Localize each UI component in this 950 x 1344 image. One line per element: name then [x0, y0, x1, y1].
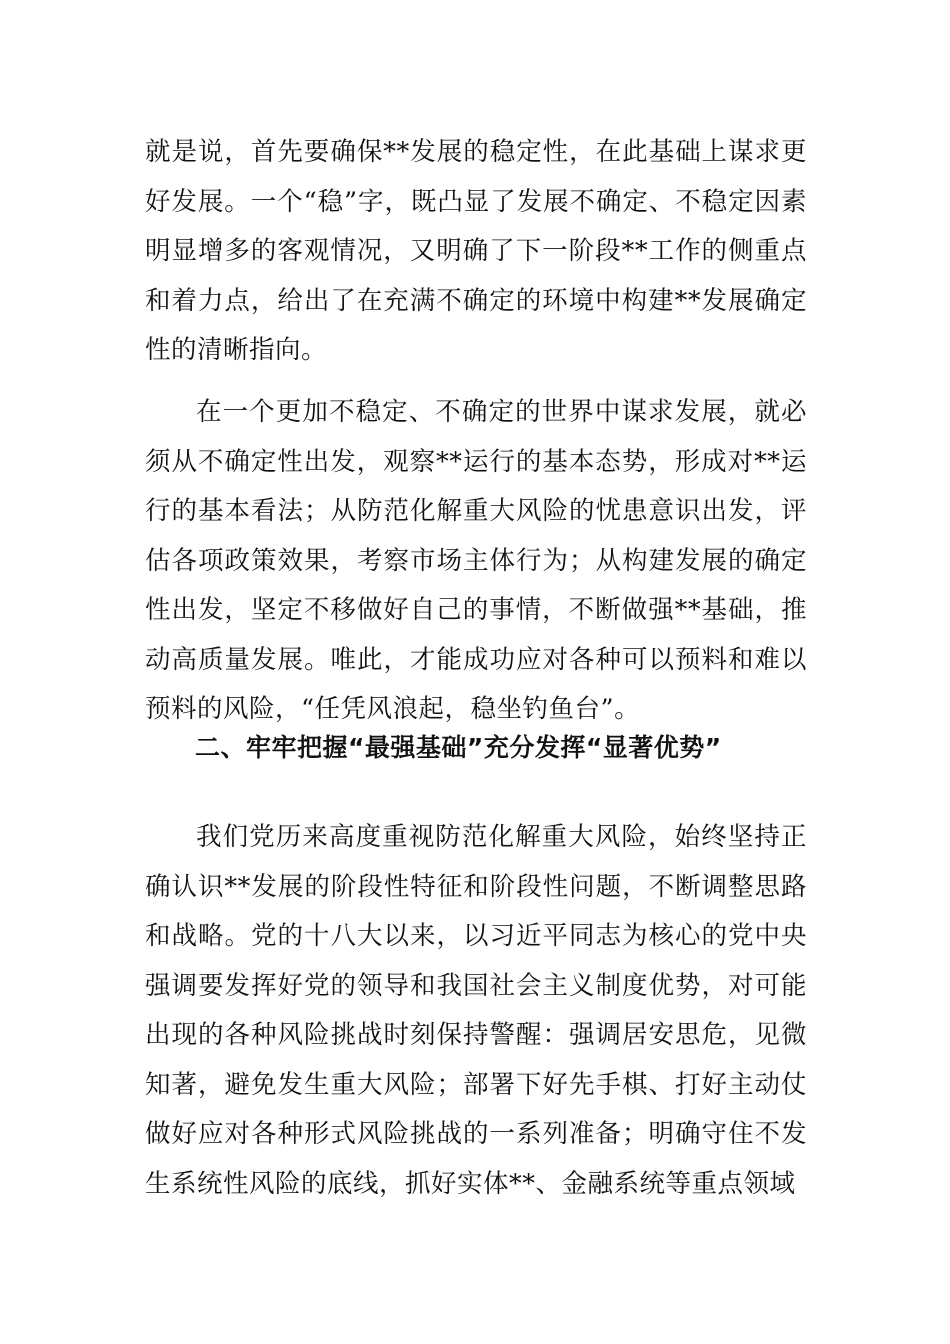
body-section-middle [145, 388, 807, 735]
paragraph-risk-prevention: 我们党历来高度重视防范化解重大风险，始终坚持正确认识**发展的阶段性特征和阶段性问题，不断调整思路和战略。党的十八大以来，以习近平同志为核心的党中央强调要发挥好党的领导和我国社会主义制度优势，对可能出现的各种风险挑战时刻保持警醒：强调居安思危，见微知著，避免发生重大风险；部署下好先手棋、打好主动仗做好应对各种形式风险挑战的一系列准备；明确守住不发生系统性风险的底线，抓好实体**、金融系统等重点领域 [145, 822, 807, 1199]
paragraph-uncertainty: 在一个更加不稳定、不确定的世界中谋求发展，就必须从不确定性出发，观察**运行的基本态势，形成对**运行的基本看法；从防范化解重大风险的忧患意识出发，评估各项政策效果，考察市场主体行为；从构建发展的确定性出发，坚定不移做好自己的事情，不断做强**基础，推动高质量发展。唯此，才能成功应对各种可以预料和难以预料的风险，“任凭风浪起，稳坐钓鱼台”。 [145, 397, 807, 724]
body-section-bottom [145, 813, 807, 1209]
section-heading: 二、牢牢把握“最强基础”充分发挥“显著优势” [195, 733, 722, 762]
body-section-top [145, 128, 807, 376]
paragraph-continued: 就是说，首先要确保**发展的稳定性，在此基础上谋求更好发展。一个“稳”字，既凸显了发展不确定、不稳定因素明显增多的客观情况，又明确了下一阶段**工作的侧重点和着力点，给出了在充满不确定的环境中构建**发展确定性的清晰指向。 [145, 137, 807, 365]
